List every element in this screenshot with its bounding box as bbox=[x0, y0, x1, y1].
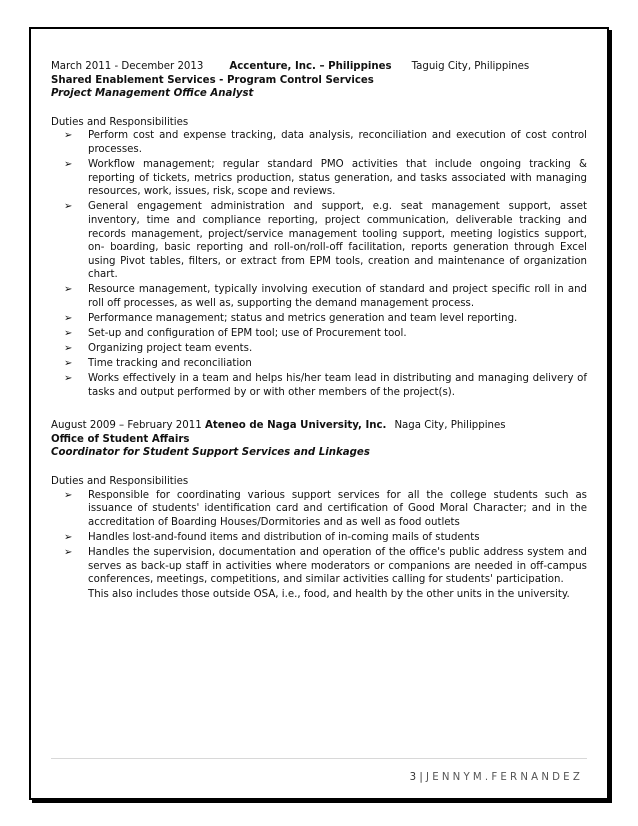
job2-duties-label: Duties and Responsibilities bbox=[51, 475, 189, 487]
arrow-bullet-icon: ➢ bbox=[64, 284, 73, 296]
arrow-bullet-icon: ➢ bbox=[64, 489, 73, 501]
arrow-bullet-icon: ➢ bbox=[64, 373, 73, 385]
job1-header bbox=[51, 60, 587, 74]
job1-dates: March 2011 - December 2013 bbox=[51, 61, 204, 72]
job2-position: Coordinator for Student Support Services and Linkages bbox=[51, 447, 370, 459]
list-item: ➢ Works effectively in a team and helps his/her team lead in distributing and managing delivery of tasks and output performed by or with other members of the project(s). bbox=[64, 373, 587, 399]
arrow-bullet-icon: ➢ bbox=[64, 159, 73, 171]
list-item: ➢ Perform cost and expense tracking, data analysis, reconciliation and execution of cost control processes. bbox=[64, 130, 587, 155]
arrow-bullet-icon: ➢ bbox=[64, 201, 73, 213]
arrow-bullet-icon: ➢ bbox=[64, 313, 73, 325]
arrow-bullet-icon: ➢ bbox=[64, 328, 73, 340]
job2-dates: August 2009 – February 2011 bbox=[51, 420, 202, 432]
list-item: ➢ Responsible for coordinating various support services for all the college students such as issuance of students' identification card and certification of Good Moral Character; and in the accreditation of Boarding Houses/Dormitories and as well as food outlets bbox=[64, 489, 587, 528]
job1-position: Project Management Office Analyst bbox=[51, 88, 254, 100]
list-item: ➢ Performance management; status and metrics generation and team level reporting. bbox=[64, 313, 518, 325]
job1-company: Accenture, Inc. – Philippines bbox=[229, 61, 392, 72]
list-item: ➢ Set-up and configuration of EPM tool; use of Procurement tool. bbox=[64, 328, 407, 340]
footer-separator: | bbox=[419, 772, 423, 783]
job2-company: Ateneo de Naga University, Inc. bbox=[204, 420, 387, 432]
resume-content bbox=[51, 60, 587, 602]
list-item: ➢ Workflow management; regular standard PMO activities that include ongoing tracking & reporting of tickets, metrics production, status generation, and tasks associated with managing resources, work, issues, risk, scope and reviews. bbox=[64, 159, 587, 198]
job1-location: Taguig City, Philippines bbox=[411, 61, 530, 72]
list-item: ➢ Resource management, typically involving execution of standard and project specific roll in and roll off processes, as well as, supporting the demand management process. bbox=[64, 284, 587, 309]
job2-location: Naga City, Philippines bbox=[394, 420, 506, 432]
job1-department: Shared Enablement Services - Program Control Services bbox=[51, 74, 374, 86]
job1-duties-label: Duties and Responsibilities bbox=[51, 116, 189, 128]
job2-duties-list bbox=[51, 489, 587, 587]
footer-name: JENNYM.FERNANDEZ bbox=[426, 772, 583, 783]
job1-duties-list bbox=[51, 129, 587, 399]
list-item: ➢ Organizing project team events. bbox=[64, 343, 253, 355]
footer-divider bbox=[51, 758, 587, 759]
job2-note: This also includes those outside OSA, i.e., food, and health by the other units in the university. bbox=[88, 589, 570, 601]
list-item: ➢ Time tracking and reconciliation bbox=[64, 358, 252, 370]
arrow-bullet-icon: ➢ bbox=[64, 546, 73, 558]
page-footer bbox=[410, 772, 583, 783]
arrow-bullet-icon: ➢ bbox=[64, 358, 73, 370]
page-number: 3 bbox=[409, 772, 417, 783]
arrow-bullet-icon: ➢ bbox=[64, 343, 73, 355]
list-item: ➢ Handles lost-and-found items and distribution of in-coming mails of students bbox=[64, 531, 480, 543]
job2-header bbox=[51, 419, 587, 433]
list-item: ➢ General engagement administration and support, e.g. seat management support, asset inventory, time and compliance reporting, project communication, deliverable tracking and records management, project/service management tooling support, meeting logistics support, on- boarding, basic reporting and roll-on/roll-off facilitation, reports generation through Excel using Pivot tables, filters, or extract from EPM tools, creation and maintenance of organization chart. bbox=[64, 201, 587, 281]
list-item: ➢ Handles the supervision, documentation and operation of the office's public address system and serves as back-up staff in activities where moderators or companions are needed in off-campus conferences, meetings, competitions, and similar activities calling for students' participation. bbox=[64, 546, 587, 586]
job2-department: Office of Student Affairs bbox=[51, 433, 190, 445]
arrow-bullet-icon: ➢ bbox=[64, 130, 73, 142]
arrow-bullet-icon: ➢ bbox=[64, 531, 73, 543]
